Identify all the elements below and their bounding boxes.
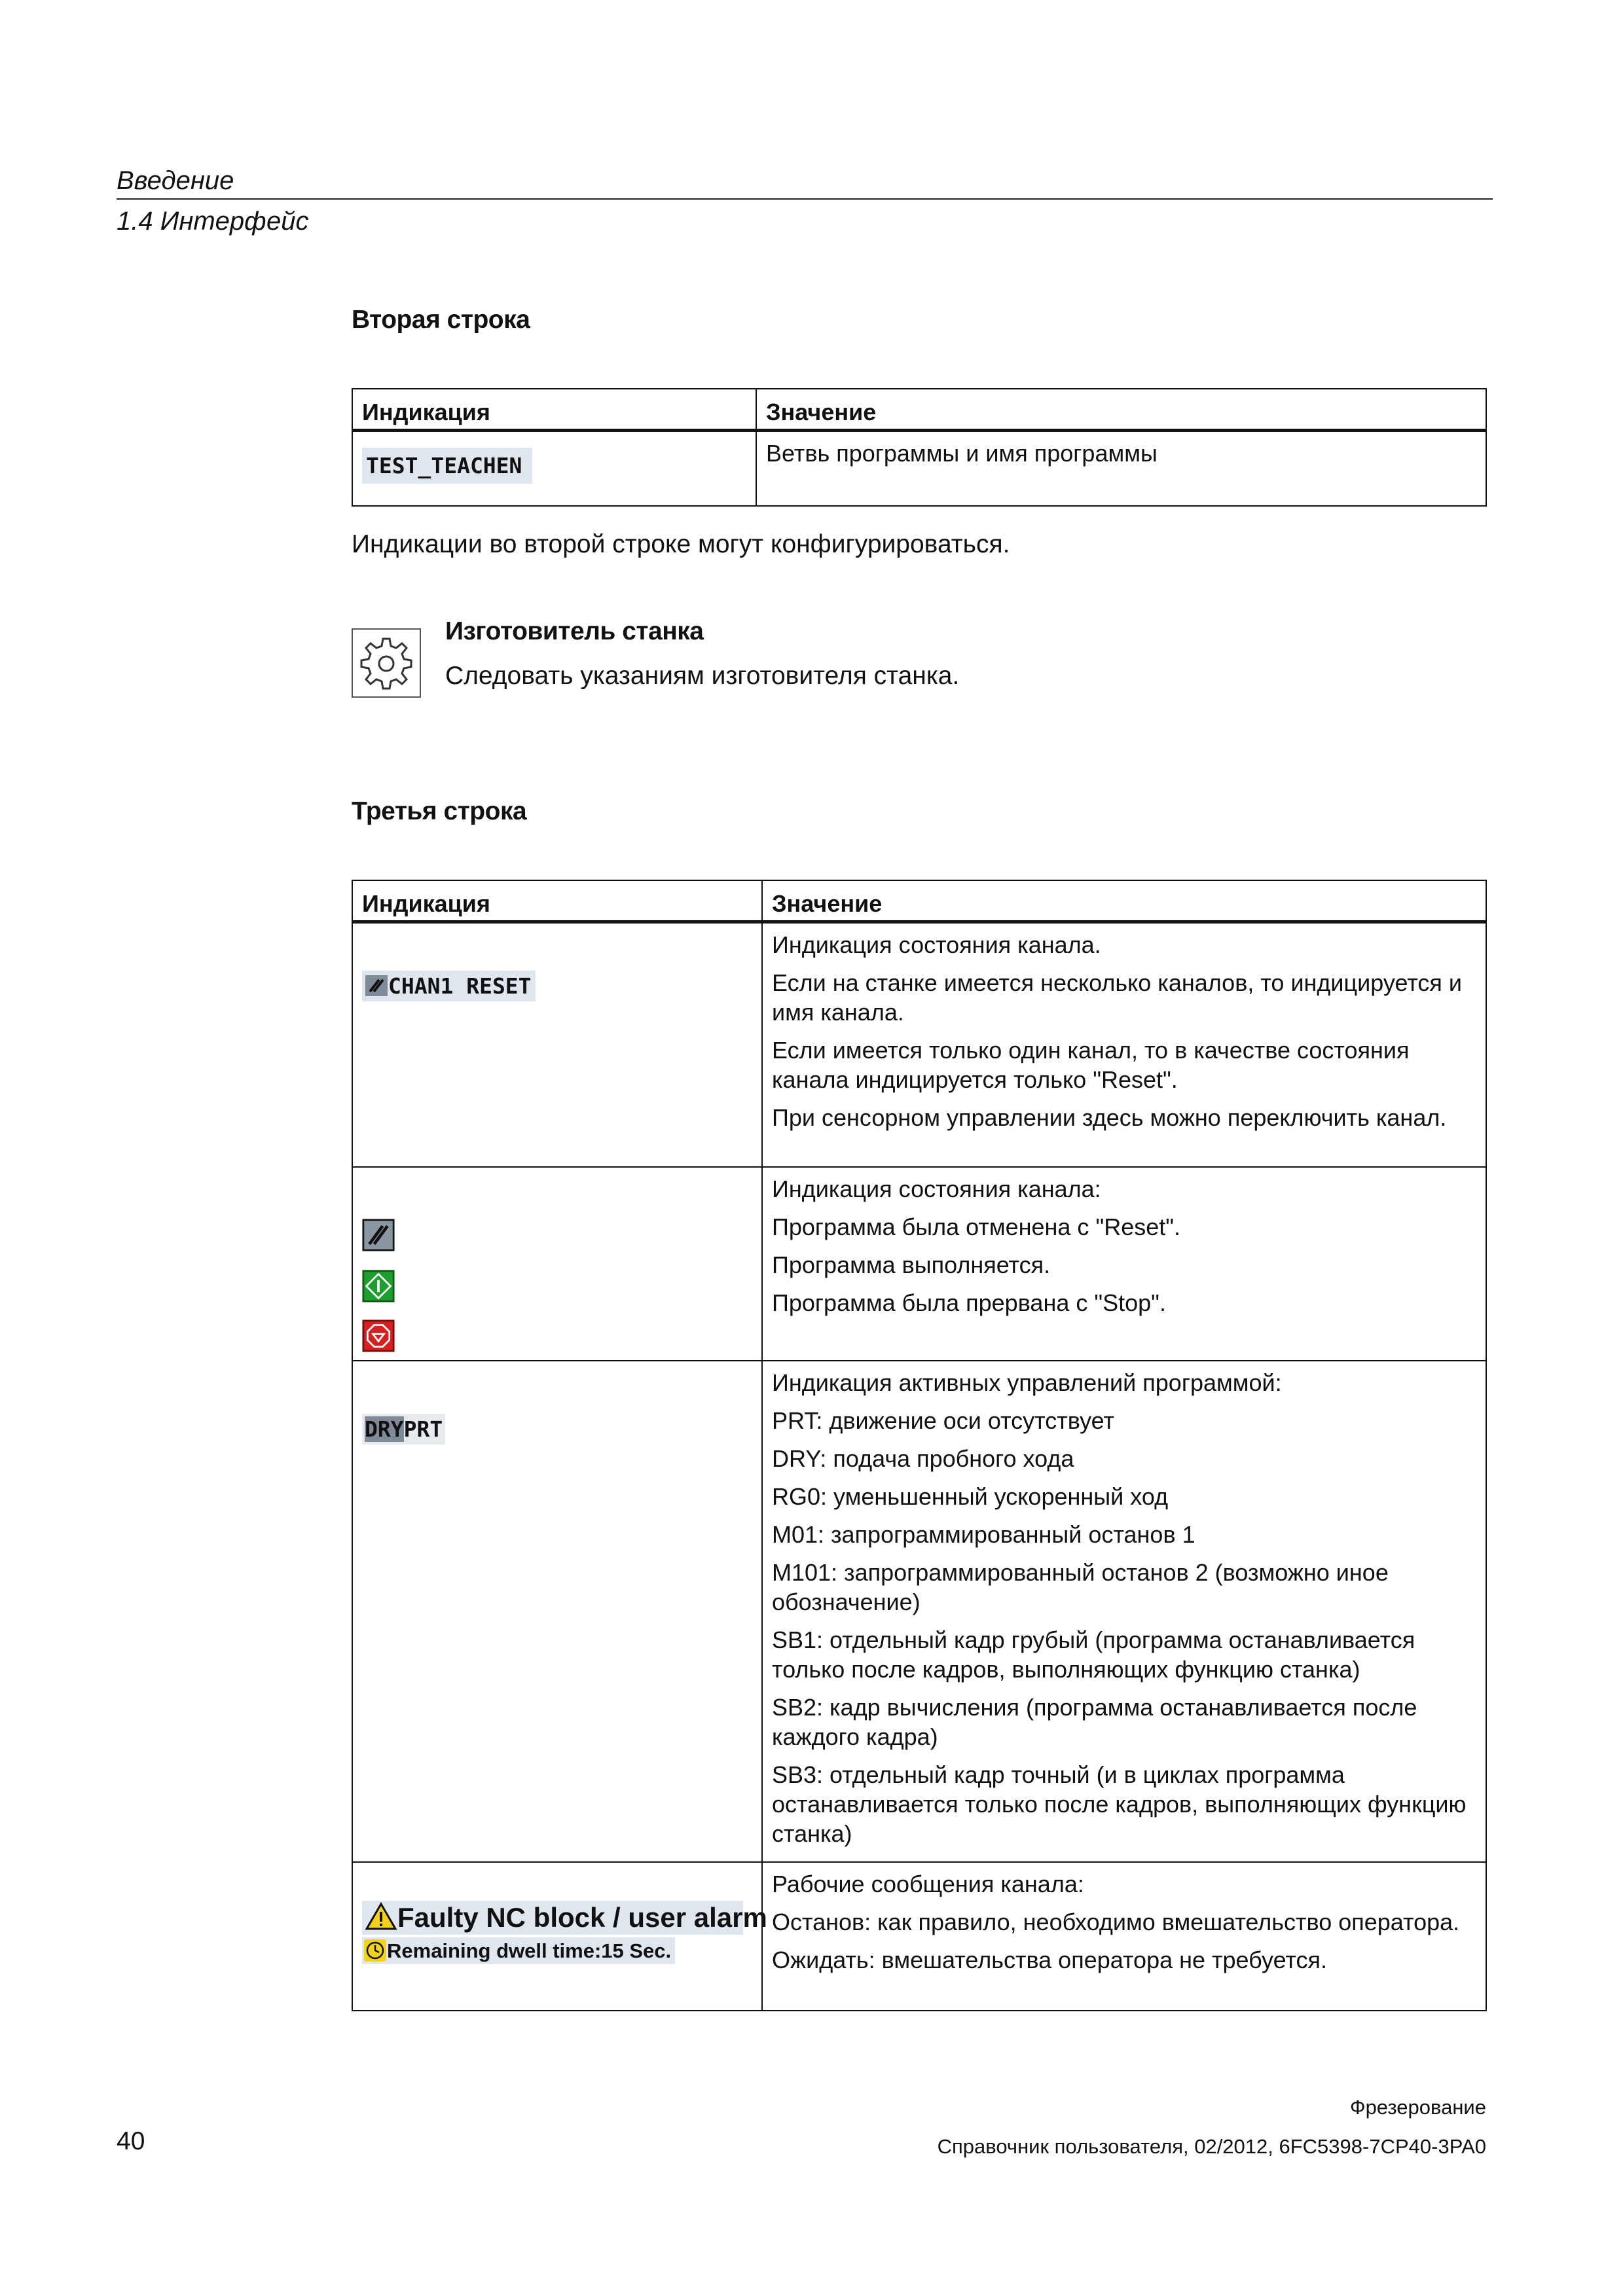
table-cell-indicator <box>352 1361 762 1862</box>
program-control-indicator <box>362 1414 445 1444</box>
meaning-paragraph: Если на станке имеется несколько каналов, то индицируется и имя канала. <box>772 969 1463 1026</box>
meaning-paragraph: Индикация состояния канала: <box>772 1175 1101 1202</box>
footer-manual: Справочник пользователя, 02/2012, 6FC5398-7CP40-3PA0 <box>937 2135 1486 2158</box>
reset-icon <box>365 975 388 997</box>
prt-indicator: PRT <box>403 1416 443 1442</box>
table-cell-indicator <box>352 1167 762 1361</box>
clock-icon <box>363 1939 387 1962</box>
meaning-paragraph: Индикация состояния канала. <box>772 931 1101 958</box>
meaning-paragraph: Рабочие сообщения канала: <box>772 1870 1084 1897</box>
section2-col-indication: Индикация <box>352 389 756 431</box>
dry-indicator: DRY <box>365 1416 404 1442</box>
section3-col-indication: Индикация <box>352 880 762 922</box>
table-cell-meaning <box>762 1167 1486 1361</box>
meaning-text: Ветвь программы и имя программы <box>766 440 1158 467</box>
run-icon <box>362 1270 395 1302</box>
table-cell-meaning <box>756 431 1486 506</box>
table-cell-indicator <box>352 1862 767 2011</box>
stop-icon <box>362 1319 395 1352</box>
meaning-paragraph: При сенсорном управлении здесь можно переключить канал. <box>772 1104 1447 1131</box>
alarm-text: Faulty NC block / user alarm <box>397 1901 767 1933</box>
page-number: 40 <box>117 2127 145 2155</box>
table-cell-meaning <box>762 1862 1486 2011</box>
meaning-paragraph: RG0: уменьшенный ускоренный ход <box>772 1482 1169 1510</box>
section2-table <box>352 388 1487 507</box>
dwell-message <box>362 1937 675 1964</box>
meaning-paragraph: PRT: движение оси отсутствует <box>772 1407 1114 1434</box>
header-rule <box>117 198 1493 200</box>
manufacturer-note-text: Следовать указаниям изготовителя станка. <box>445 662 960 690</box>
footer-product: Фрезерование <box>1350 2096 1486 2119</box>
alarm-message <box>362 1901 767 1935</box>
section2-title: Вторая строка <box>352 306 530 334</box>
table-cell-meaning <box>762 1361 1486 1862</box>
meaning-paragraph: Программа выполняется. <box>772 1251 1051 1278</box>
running-header-section: 1.4 Интерфейс <box>117 207 309 236</box>
meaning-paragraph: DRY: подача пробного хода <box>772 1444 1074 1472</box>
gear-icon <box>352 628 421 698</box>
dwell-text: Remaining dwell time:15 Sec. <box>387 1939 672 1962</box>
program-indicator: TEST_TEACHEN <box>362 448 532 484</box>
meaning-paragraph: Программа была отменена с "Reset". <box>772 1213 1181 1240</box>
meaning-paragraph: SB3: отдельный кадр точный (и в циклах программа останавливается только после кадров, выполняющих функцию станка) <box>772 1761 1467 1847</box>
section3-col-meaning: Значение <box>762 880 1486 922</box>
warning-icon <box>365 1902 397 1931</box>
table-cell-indicator <box>352 431 756 506</box>
meaning-paragraph: Ожидать: вмешательства оператора не требуется. <box>772 1946 1327 1973</box>
meaning-paragraph: Индикация активных управлений программой: <box>772 1369 1282 1396</box>
table-cell-indicator <box>352 922 762 1167</box>
section3-table <box>352 880 1487 2011</box>
running-header-chapter: Введение <box>117 166 234 195</box>
table-cell-meaning <box>762 922 1486 1167</box>
section2-col-meaning: Значение <box>756 389 1486 431</box>
channel-status-text: CHAN1 RESET <box>388 973 532 999</box>
meaning-paragraph: Программа была прервана с "Stop". <box>772 1289 1166 1316</box>
reset-icon <box>362 1219 395 1251</box>
section2-note: Индикации во второй строке могут конфигурироваться. <box>352 530 1010 558</box>
meaning-paragraph: Если имеется только один канал, то в качестве состояния канала индицируется только "Reset". <box>772 1037 1410 1093</box>
channel-status-indicator <box>362 971 536 1001</box>
meaning-paragraph: Останов: как правило, необходимо вмешательство оператора. <box>772 1908 1460 1935</box>
meaning-paragraph: SB1: отдельный кадр грубый (программа останавливается только после кадров, выполняющих функцию станка) <box>772 1626 1415 1683</box>
meaning-paragraph: M101: запрограммированный останов 2 (возможно иное обозначение) <box>772 1558 1389 1615</box>
section3-title: Третья строка <box>352 797 527 825</box>
meaning-paragraph: SB2: кадр вычисления (программа останавливается после каждого кадра) <box>772 1693 1417 1750</box>
manufacturer-note-title: Изготовитель станка <box>445 617 704 645</box>
meaning-paragraph: M01: запрограммированный останов 1 <box>772 1520 1195 1548</box>
